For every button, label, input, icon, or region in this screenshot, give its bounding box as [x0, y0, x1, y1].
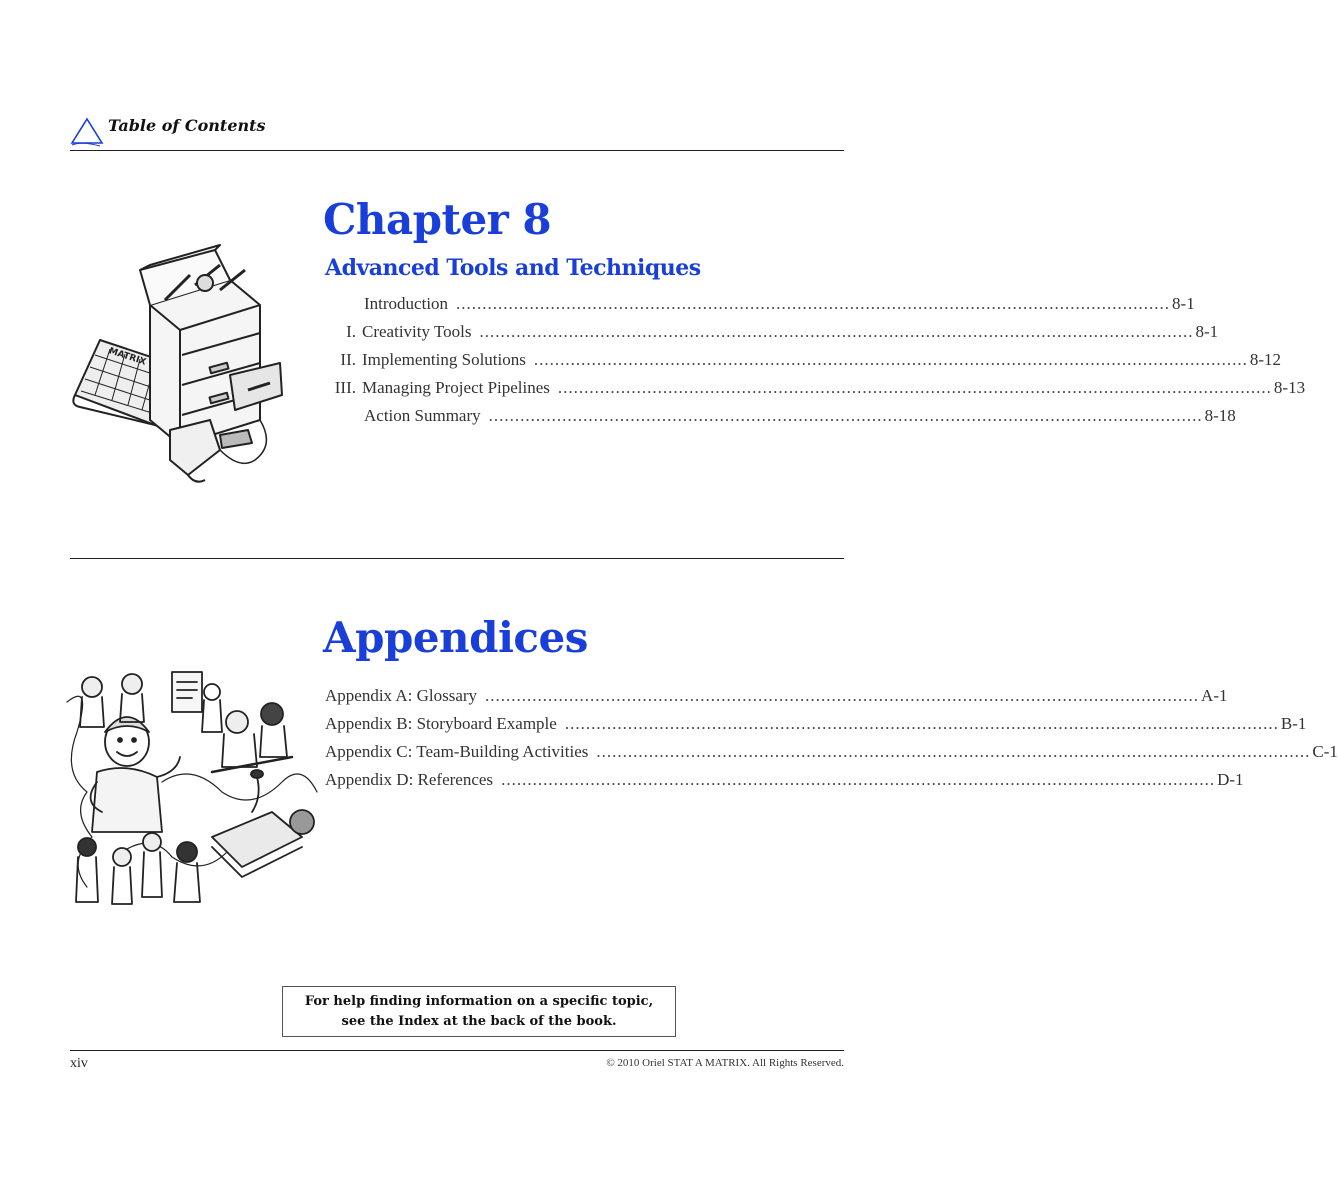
footer-page-number: xiv — [70, 1056, 88, 1071]
toc-entry[interactable] — [325, 378, 1306, 400]
toc-entry-label: Creativity Tools — [362, 322, 472, 341]
toc-entry-page: A-1 — [1201, 686, 1228, 705]
footer-copyright: © 2010 Oriel STAT A MATRIX. All Rights Reserved. — [606, 1057, 844, 1069]
triangle-logo-icon — [70, 117, 104, 147]
toc-entry-number: II. — [340, 350, 356, 369]
toc-entry-label: Implementing Solutions — [362, 350, 526, 369]
toc-entry-label: Appendix C: Team-Building Activities — [325, 742, 589, 761]
header-rule — [70, 150, 844, 151]
leader-dots: ........................................................................................................................................ — [485, 686, 1200, 705]
toc-entry-page: 8-13 — [1273, 378, 1306, 397]
toc-entry[interactable] — [325, 742, 1338, 764]
toc-entry-label: Managing Project Pipelines — [362, 378, 550, 397]
leader-dots: ........................................................................................................................................ — [596, 742, 1311, 761]
toc-entry-page: B-1 — [1280, 714, 1307, 733]
toc-entry[interactable] — [325, 350, 1282, 372]
leader-dots: ........................................................................................................................................ — [501, 770, 1216, 789]
chapter-toc-list — [325, 294, 1306, 434]
toc-entry-number: III. — [334, 378, 356, 397]
toolbox-illustration — [70, 245, 285, 490]
appendices-toc-list — [325, 686, 1338, 798]
section-divider — [70, 558, 844, 559]
index-note-line-2: see the Index at the back of the book. — [341, 1014, 617, 1029]
leader-dots: ........................................................................................................................................ — [488, 406, 1203, 425]
toc-entry-label: Appendix B: Storyboard Example — [325, 714, 557, 733]
toc-entry[interactable] — [325, 406, 1236, 428]
toc-entry-page: C-1 — [1312, 742, 1338, 761]
leader-dots: ........................................................................................................................................ — [533, 350, 1248, 369]
toc-entry-label: Appendix D: References — [325, 770, 494, 789]
leader-dots: ........................................................................................................................................ — [456, 294, 1171, 313]
leader-dots: ........................................................................................................................................ — [564, 714, 1279, 733]
running-header-title: Table of Contents — [108, 116, 266, 135]
toc-entry[interactable] — [325, 714, 1307, 736]
appendices-heading: Appendices — [323, 613, 588, 662]
toc-entry-page: 8-18 — [1204, 406, 1236, 425]
toc-entry[interactable] — [325, 770, 1244, 792]
toc-entry-page: 8-12 — [1249, 350, 1282, 369]
calendar-label: MATRIX — [107, 346, 148, 368]
toc-entry-page: D-1 — [1217, 770, 1244, 789]
toc-entry-number: I. — [346, 322, 356, 341]
toc-entry[interactable] — [325, 294, 1195, 316]
index-note-box — [282, 986, 676, 1037]
index-note-line-1: For help finding information on a specific topic, — [304, 994, 654, 1009]
toc-entry-page: 8-1 — [1172, 294, 1195, 313]
footer-rule — [70, 1050, 844, 1051]
team-meeting-illustration — [62, 662, 324, 907]
toc-entry-label: Action Summary — [364, 406, 481, 425]
toc-entry-page: 8-1 — [1195, 322, 1219, 341]
chapter-heading: Chapter 8 — [323, 195, 552, 244]
leader-dots: ........................................................................................................................................ — [557, 378, 1272, 397]
leader-dots: ........................................................................................................................................ — [479, 322, 1194, 341]
toc-entry-label: Appendix A: Glossary — [325, 686, 478, 705]
toc-entry[interactable] — [325, 686, 1228, 708]
chapter-subheading: Advanced Tools and Techniques — [325, 255, 701, 281]
toc-entry[interactable] — [325, 322, 1219, 344]
toc-entry-label: Introduction — [364, 294, 449, 313]
